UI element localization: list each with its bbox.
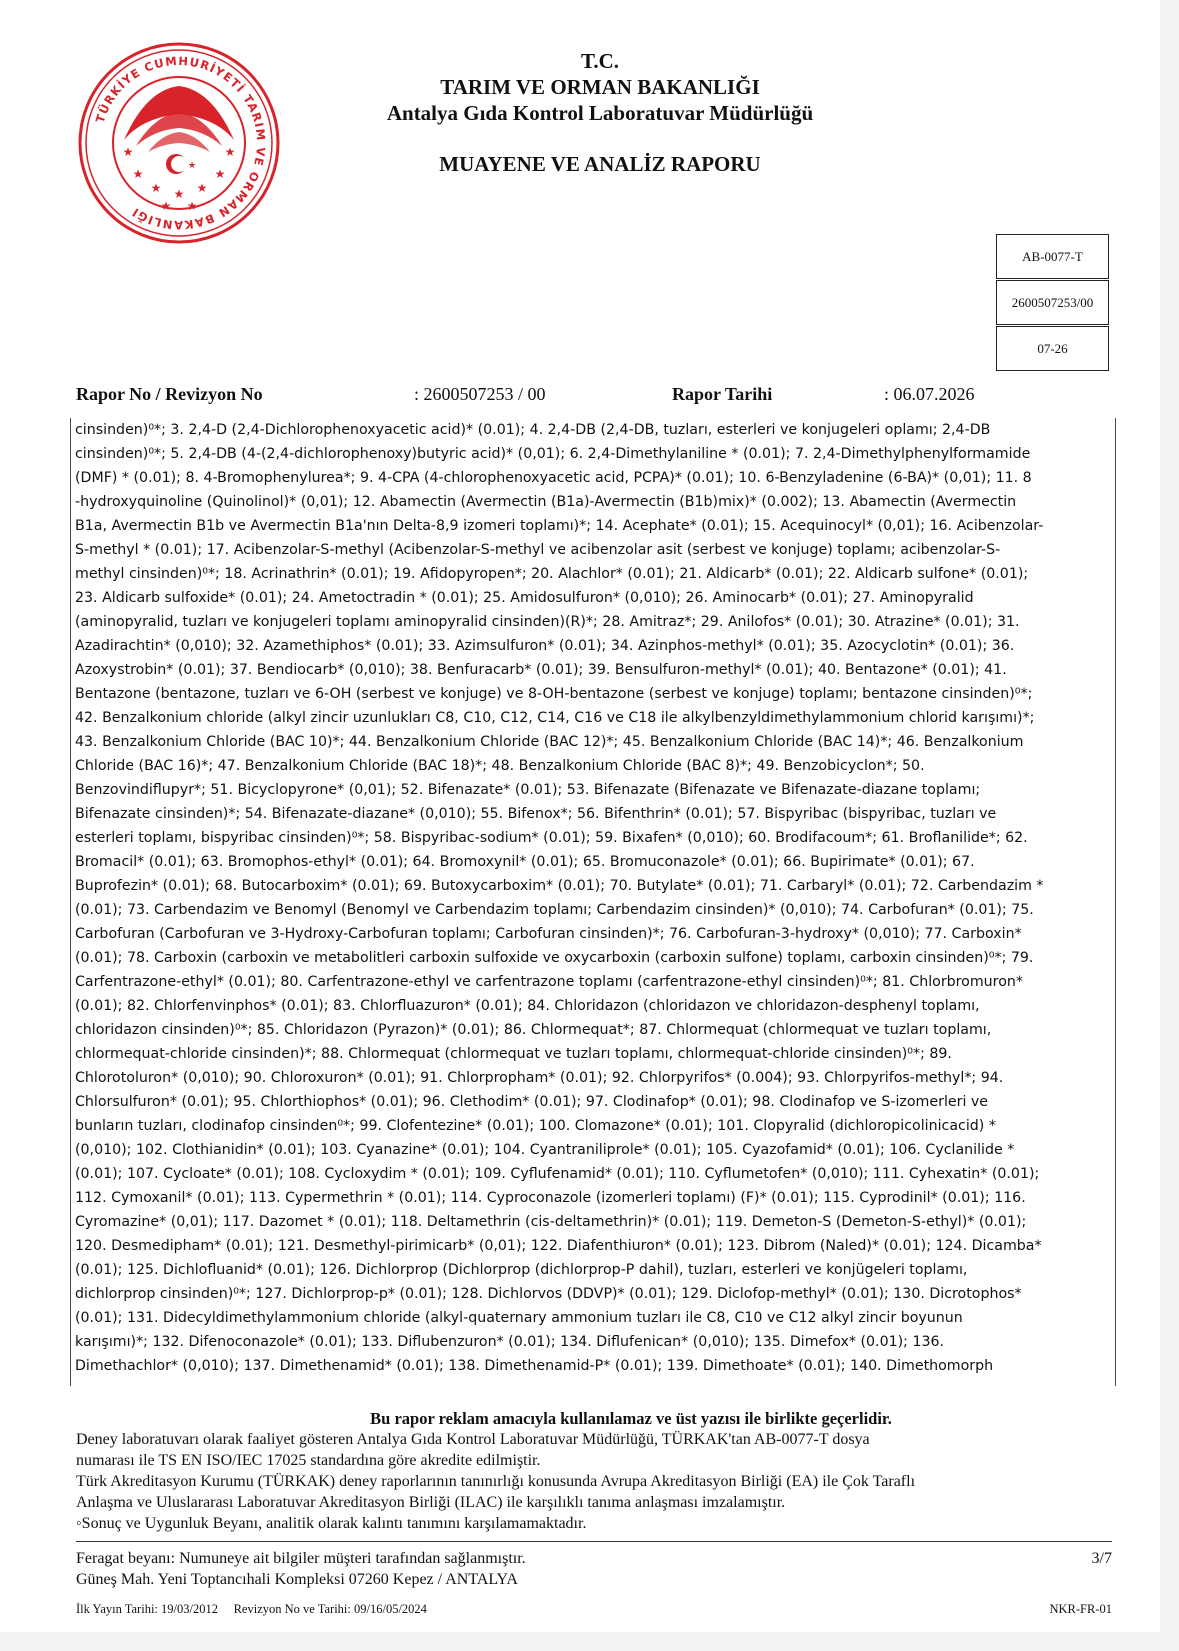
report-date-value: : 06.07.2026 [884,384,975,404]
legal-notice [76,1408,1116,1534]
content-line: Chlorsulfuron* (0.01); 95. Chlorthiophos* (0.01); 96. Clethodim* (0.01); 97. Clodinafop* (0.01); 98. Clodinafop ve S-izomerleri ve [75,1094,989,1110]
report-no-value: : 2600507253 / 00 [414,384,546,404]
content-line: 112. Cymoxanil* (0.01); 113. Cypermethrin * (0.01); 114. Cyproconazole (izomerleri toplamı) (F)* (0.01); 115. Cyprodinil* (0.01); 116. [75,1190,1026,1206]
content-line: Carbofuran (Carbofuran ve 3-Hydroxy-Carbofuran toplamı; Carbofuran cinsinden)*; 76. Carbofuran-3-hydroxy* (0,010); 77. Carboxin* [75,926,1022,942]
svg-text:★: ★ [160,199,172,213]
notice-accreditation-line1: Deney laboratuvarı olarak faaliyet gösteren Antalya Gıda Kontrol Laboratuvar Müdürlüğü, TÜRKAK'tan AB-0077-T dosya [76,1431,870,1448]
content-line: S-methyl * (0.01); 17. Acibenzolar-S-methyl (Acibenzolar-S-methyl ve acibenzolar asit (serbest ve konjuge) toplamı; acibenzolar-S- [75,542,1001,558]
svg-text:★: ★ [150,181,162,195]
content-line: (0.01); 125. Dichlofluanid* (0.01); 126. Dichlorprop (Dichlorprop (dichlorprop-P dahil), tuzları, esterleri ve konjügeleri toplamı, [75,1262,968,1278]
content-line: chlormequat-chloride cinsinden)*; 88. Chlormequat (chlormequat ve tuzları toplamı, chlormequat-chloride cinsinden)⁰*; 89. [75,1046,952,1062]
content-line: (aminopyralid, tuzları ve konjugeleri toplamı aminopyralid cinsinden)(R)*; 28. Amitraz*; 29. Anilofos* (0.01); 30. Atrazine* (0.01); 31. [75,614,1020,630]
svg-text:★: ★ [122,145,134,159]
revision-info: Revizyon No ve Tarihi: 09/16/05/2024 [233,1602,427,1616]
content-line: Dimethachlor* (0,010); 137. Dimethenamid* (0.01); 138. Dimethenamid-P* (0.01); 139. Dimethoate* (0.01); 140. Dimethomorph [75,1358,994,1374]
form-code: NKR-FR-01 [1049,1602,1112,1616]
footer-address: Güneş Mah. Yeni Toptancıhali Kompleksi 07260 Kepez / ANTALYA [76,1571,518,1588]
content-line: esterleri toplamı, bispyribac cinsinden)⁰*; 58. Bispyribac-sodium* (0.01); 59. Bixafen* (0,010); 60. Brodifacoum*; 61. Broflanilide*; 62. [75,830,1028,846]
first-publication-date: İlk Yayın Tarihi: 19/03/2012 [76,1602,218,1616]
content-line: bunların tuzları, clodinafop cinsinden⁰*; 99. Clofentezine* (0.01); 100. Clomazone* (0.01); 101. Clopyralid (dichloropicolinicacid) * [75,1118,996,1134]
header-lab: Antalya Gıda Kontrol Laboratuvar Müdürlüğü [386,101,814,125]
header-ministry: TARIM VE ORMAN BAKANLIĞI [440,75,760,99]
svg-text:★: ★ [132,167,144,181]
content-line: Bifenazate cinsinden)*; 54. Bifenazate-diazane* (0,010); 55. Bifenox*; 56. Bifenthrin* (0.01); 57. Bispyribac (bispyribac, tuzları ve [75,806,997,822]
footer-divider [76,1541,1112,1542]
content-line: (0,010); 102. Clothianidin* (0.01); 103. Cyanazine* (0.01); 104. Cyantraniliprole* (0.01); 105. Cyazofamid* (0.01); 106. Cyclanilide * [75,1142,1015,1158]
content-line: (DMF) * (0.01); 8. 4-Bromophenylurea*; 9. 4-CPA (4-chlorophenoxyacetic acid, PCPA)* (0.01); 10. 6-Benzyladenine (6-BA)* (0,01); 11. 8 [75,470,1032,486]
accreditation-code-box: AB-0077-T [996,234,1109,279]
content-line: B1a, Avermectin B1b ve Avermectin B1a'nın Delta-8,9 izomeri toplamı)*; 14. Acephate* (0.01); 15. Acequinocyl* (0,01); 16. Acibenzolar- [75,518,1044,534]
content-line: 23. Aldicarb sulfoxide* (0.01); 24. Ametoctradin * (0.01); 25. Amidosulfuron* (0,010); 26. Aminocarb* (0.01); 27. Aminopyralid [75,590,974,606]
document-meta [76,1602,1112,1617]
svg-text:★: ★ [224,145,236,159]
svg-text:★: ★ [186,199,198,213]
content-line: 43. Benzalkonium Chloride (BAC 10)*; 44. Benzalkonium Chloride (BAC 12)*; 45. Benzalkonium Chloride (BAC 14)*; 46. Benzalkonium [75,734,1024,750]
ministry-seal-icon [76,40,282,246]
content-line: Chlorotoluron* (0,010); 90. Chloroxuron* (0.01); 91. Chlorpropham* (0.01); 92. Chlorpyrifos* (0.004); 93. Chlorpyrifos-methyl*; 94. [75,1070,1004,1086]
seal-text: TÜRKİYE CUMHURİYETİ TARIM VE ORMAN BAKANLIĞI [92,53,269,233]
content-line: Azoxystrobin* (0.01); 37. Bendiocarb* (0,010); 38. Benfuracarb* (0.01); 39. Bensulfuron-methyl* (0.01); 40. Bentazone* (0.01); 41. [75,662,1007,678]
content-line: (0.01); 82. Chlorfenvinphos* (0.01); 83. Chlorfluazuron* (0.01); 84. Chloridazon (chloridazon ve chloridazon-desphenyl toplamı, [75,998,980,1014]
content-line: Cyromazine* (0,01); 117. Dazomet * (0.01); 118. Deltamethrin (cis-deltamethrin)* (0.01); 119. Demeton-S (Demeton-S-ethyl)* (0.01); [75,1214,1027,1230]
page-number: 3/7 [1091,1550,1112,1567]
content-line: Azadirachtin* (0,010); 32. Azamethiphos* (0.01); 33. Azimsulfuron* (0.01); 34. Azinphos-methyl* (0.01); 35. Azocyclotin* (0.01); 36. [75,638,1015,654]
svg-text:★: ★ [173,187,185,201]
content-line: Benzovindiflupyr*; 51. Bicyclopyrone* (0,01); 52. Bifenazate* (0.01); 53. Bifenazate (Bifenazate ve Bifenazate-diazane toplamı; [75,782,981,798]
analysis-content-box [70,418,1116,1386]
content-line: -hydroxyquinoline (Quinolinol)* (0,01); 12. Abamectin (Avermectin (B1a)-Avermectin (B1b)mix)* (0.002); 13. Abamectin (Avermectin [75,494,1017,510]
content-line: chloridazon cinsinden)⁰*; 85. Chloridazon (Pyrazon)* (0.01); 86. Chlormequat*; 87. Chlormequat (chlormequat ve tuzları toplamı, [75,1022,992,1038]
header-tc: T.C. [580,49,620,73]
content-line: dichlorprop cinsinden)⁰*; 127. Dichlorprop-p* (0.01); 128. Dichlorvos (DDVP)* (0.01); 129. Diclofop-methyl* (0.01); 130. Dicrotophos* [75,1286,1022,1302]
svg-text:★: ★ [196,181,208,195]
report-ref-box: 2600507253/00 [996,280,1109,325]
content-line: 42. Benzalkonium chloride (alkyl zincir uzunlukları C8, C10, C12, C14, C16 ve C18 ile alkylbenzyldimethylammonium chlorid karışımı)*; [75,710,1035,726]
report-no-label: Rapor No / Revizyon No [76,384,263,404]
content-line: (0.01); 131. Didecyldimethylammonium chloride (alkyl-quaternary ammonium tuzları ile C8, C10 ve C12 alkyl zincir boyunun [75,1310,963,1326]
svg-text:★: ★ [188,161,197,171]
notice-turkak-line1: Türk Akreditasyon Kurumu (TÜRKAK) deney raporlarının tanınırlığı konusunda Avrupa Akreditasyon Birliği (EA) ile Çok Taraflı [76,1473,916,1490]
notice-conformity: ◦Sonuç ve Uygunluk Beyanı, analitik olarak kalıntı tanımını karşılamamaktadır. [76,1515,587,1532]
content-line: methyl cinsinden)⁰*; 18. Acrinathrin* (0.01); 19. Afidopyropen*; 20. Alachlor* (0.01); 21. Aldicarb* (0.01); 22. Aldicarb sulfone* (0.01); [75,566,1029,582]
content-line: (0.01); 73. Carbendazim ve Benomyl (Benomyl ve Carbendazim toplamı; Carbendazim cinsinden)* (0,010); 74. Carbofuran* (0.01); 75. [75,902,1034,918]
report-date-label: Rapor Tarihi [672,384,773,404]
svg-text:★: ★ [214,167,226,181]
content-line: Bentazone (bentazone, tuzları ve 6-OH (serbest ve konjuge) ve 8-OH-bentazone (serbest ve konjuge) toplamı; bentazone cinsinden)⁰*; [75,686,1033,702]
content-line: (0.01); 107. Cycloate* (0.01); 108. Cycloxydim * (0.01); 109. Cyflufenamid* (0.01); 110. Cyflumetofen* (0,010); 111. Cyhexatin* (0.01); [75,1166,1040,1182]
report-title: MUAYENE VE ANALİZ RAPORU [439,152,761,176]
content-line: 120. Desmedipham* (0.01); 121. Desmethyl-pirimicarb* (0,01); 122. Diafenthiuron* (0.01); 123. Dibrom (Naled)* (0.01); 124. Dicamba* [75,1238,1042,1254]
footer-disclaimer: Feragat beyanı: Numuneye ait bilgiler müşteri tarafından sağlanmıştır. [76,1550,526,1567]
content-line: Chloride (BAC 16)*; 47. Benzalkonium Chloride (BAC 18)*; 48. Benzalkonium Chloride (BAC 8)*; 49. Benzobicyclon*; 50. [75,758,925,774]
content-line: Buprofezin* (0.01); 68. Butocarboxim* (0.01); 69. Butoxycarboxim* (0.01); 70. Butylate* (0.01); 71. Carbaryl* (0.01); 72. Carbendazim * [75,878,1044,894]
month-code-box: 07-26 [996,326,1109,371]
content-line: cinsinden)⁰*; 3. 2,4-D (2,4-Dichlorophenoxyacetic acid)* (0.01); 4. 2,4-DB (2,4-DB, tuzları, esterleri ve konjugeleri oplamı; 2,4-DB [75,422,991,438]
content-line: Carfentrazone-ethyl* (0.01); 80. Carfentrazone-ethyl ve carfentrazone toplamı (carfentrazone-ethyl cinsinden)⁰*; 81. Chlorbromuron* [75,974,1023,990]
report-header [300,48,900,177]
content-line: Bromacil* (0.01); 63. Bromophos-ethyl* (0.01); 64. Bromoxynil* (0.01); 65. Bromuconazole* (0.01); 66. Bupirimate* (0.01); 67. [75,854,975,870]
content-line: (0.01); 78. Carboxin (carboxin ve metabolitleri carboxin sulfoxide ve oxycarboxin (carboxin sulfone) toplamı, carboxin cinsinden)⁰*; 79. [75,950,1034,966]
notice-turkak-line2: Anlaşma ve Uluslararası Laboratuvar Akreditasyon Birliği (ILAC) ile karşılıklı tanıma anlaşması imzalamıştır. [76,1494,786,1511]
notice-title: Bu rapor reklam amacıyla kullanılamaz ve üst yazısı ile birlikte geçerlidir. [370,1409,892,1428]
content-line: karışımı)*; 132. Difenoconazole* (0.01); 133. Diflubenzuron* (0.01); 134. Diflufenican* (0,010); 135. Dimefox* (0.01); 136. [75,1334,945,1350]
content-line: cinsinden)⁰*; 5. 2,4-DB (4-(2,4-dichlorophenoxy)butyric acid)* (0,01); 6. 2,4-Dimethylaniline * (0.01); 7. 2,4-Dimethylphenylformamide [75,446,1031,462]
notice-accreditation-line2: numarası ile TS EN ISO/IEC 17025 standardına göre akredite edilmiştir. [76,1452,541,1469]
analysis-parameter-list [71,418,1115,1378]
page-footer [76,1548,1112,1590]
